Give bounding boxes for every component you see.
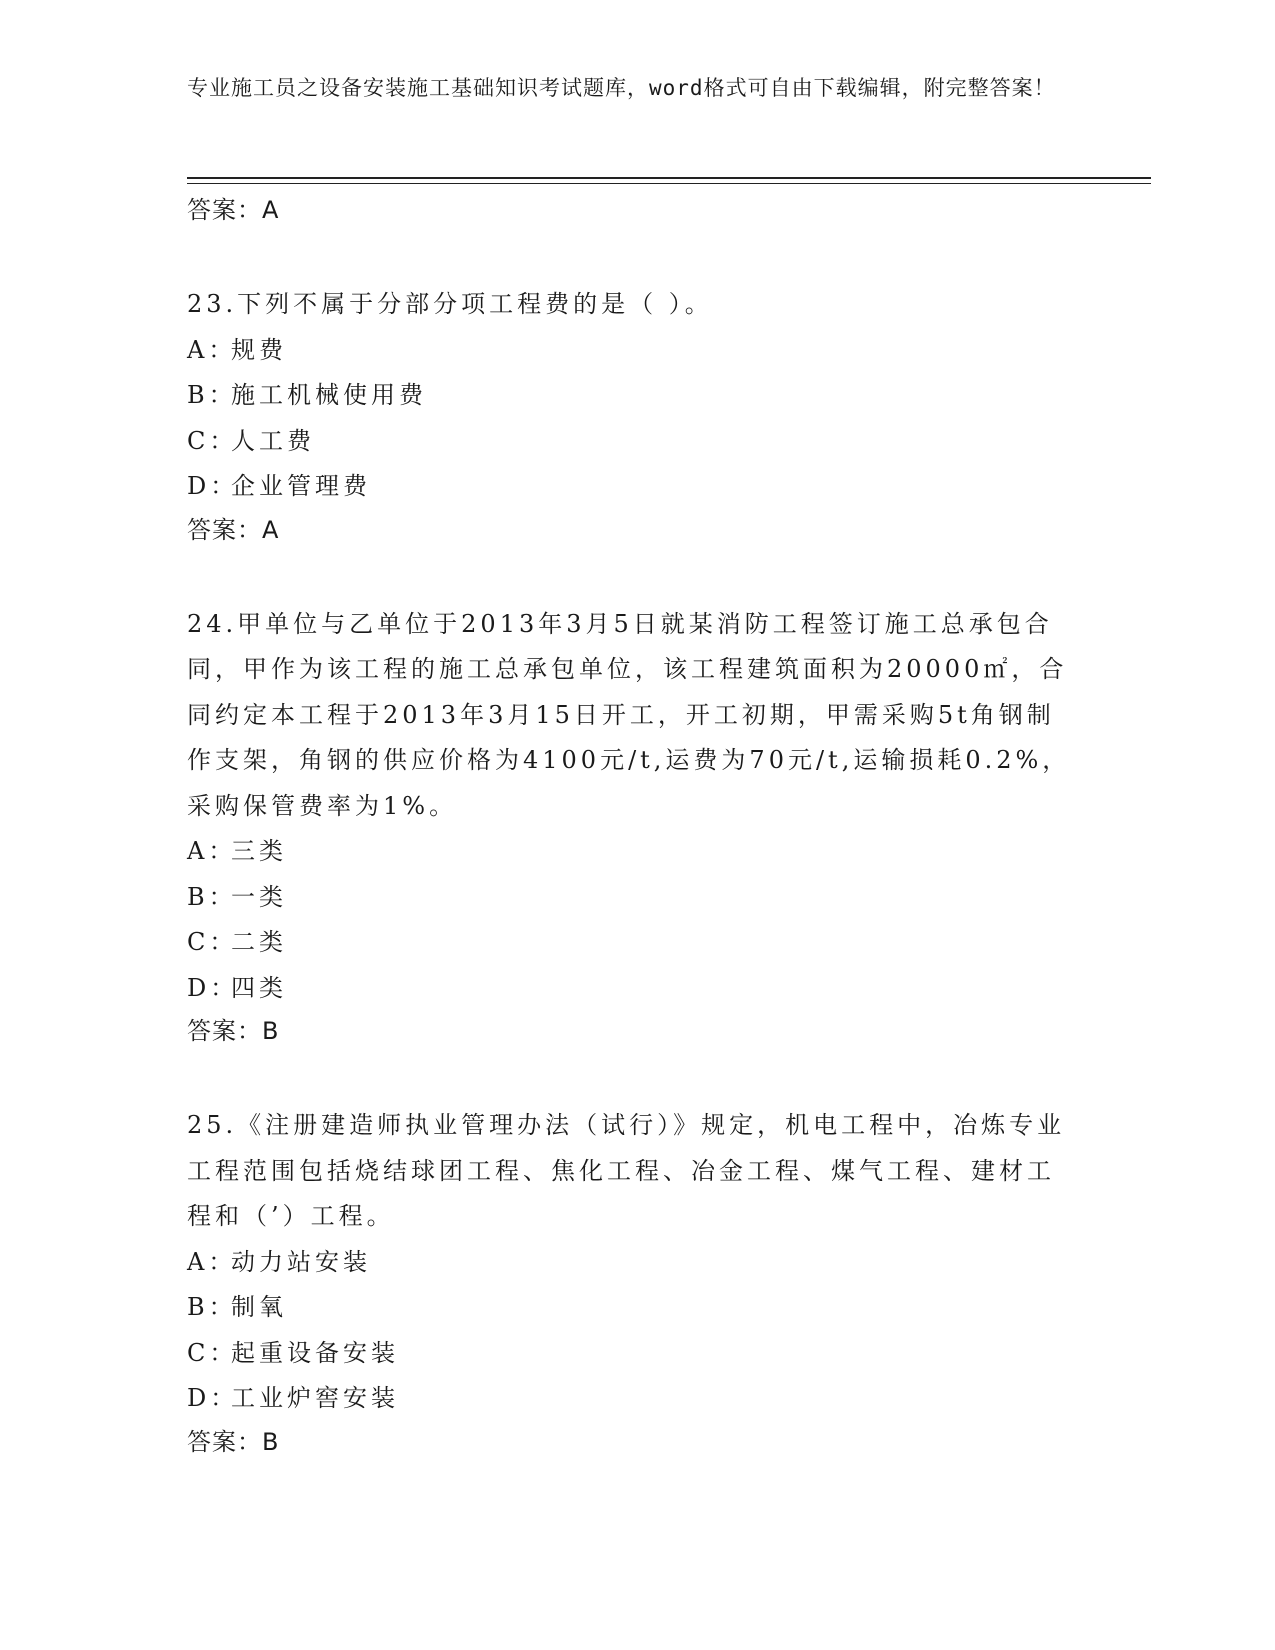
option-text: 动力站安装 [231, 1247, 371, 1276]
option-c [187, 1331, 1087, 1377]
option-text: 一类 [231, 882, 287, 911]
option-key: A： [187, 1247, 237, 1276]
question-23 [187, 282, 1087, 550]
option-text: 工业炉窖安装 [231, 1384, 399, 1412]
question-stem: 23.下列不属于分部分项工程费的是（ ）。 [187, 290, 713, 318]
option-a [187, 328, 1087, 374]
option-text: 规费 [231, 335, 287, 364]
option-text: 人工费 [231, 426, 315, 455]
option-text: 二类 [231, 928, 287, 956]
option-a [187, 829, 1087, 875]
question-stem: 25.《注册建造师执业管理办法（试行）》规定，机电工程中，冶炼专业工程范围包括烧结球团工程、焦化工程、冶金工程、煤气工程、建材工程和（’）工程。 [187, 1111, 1066, 1230]
option-key: D： [187, 1384, 239, 1412]
option-b [187, 373, 1087, 419]
option-d [187, 464, 1087, 510]
header-divider-thin [187, 183, 1151, 184]
option-key: C： [187, 928, 238, 956]
question-list [187, 190, 1087, 1462]
option-text: 起重设备安装 [231, 1338, 399, 1367]
option-text: 施工机械使用费 [231, 381, 427, 409]
header-divider-thick [187, 177, 1151, 179]
option-b [187, 875, 1087, 921]
answer-label: 答案：B [187, 1427, 280, 1456]
answer-label: 答案：A [187, 196, 280, 224]
option-c [187, 920, 1087, 966]
question-25 [187, 1103, 1087, 1462]
option-text: 三类 [231, 837, 287, 865]
option-d [187, 966, 1087, 1012]
option-key: B： [187, 1293, 237, 1321]
document-header: 专业施工员之设备安装施工基础知识考试题库，word格式可自由下载编辑，附完整答案！ [187, 76, 1056, 100]
option-text: 四类 [231, 973, 287, 1002]
question-stem: 24.甲单位与乙单位于2013年3月5日就某消防工程签订施工总承包合同，甲作为该工程的施工总承包单位，该工程建筑面积为20000㎡，合同约定本工程于2013年3月15日开工，开工初期，甲需采购5t角钢制作支架，角钢的供应价格为4100元/t,运费为70元/t,运输损耗0.2%，采购保管费率为1%。 [187, 609, 1071, 820]
option-key: D： [187, 973, 239, 1002]
option-text: 制氧 [231, 1293, 287, 1321]
option-key: A： [187, 837, 237, 865]
option-c [187, 419, 1087, 465]
option-d [187, 1376, 1087, 1422]
question-24 [187, 602, 1087, 1052]
option-b [187, 1285, 1087, 1331]
option-key: C： [187, 1338, 238, 1367]
option-text: 企业管理费 [231, 472, 371, 500]
answer-label: 答案：A [187, 515, 280, 544]
option-a [187, 1240, 1087, 1286]
option-key: D： [187, 472, 239, 500]
option-key: C： [187, 426, 238, 455]
option-key: B： [187, 381, 237, 409]
option-key: A： [187, 335, 237, 364]
option-key: B： [187, 882, 237, 911]
answer-label: 答案：B [187, 1017, 280, 1045]
